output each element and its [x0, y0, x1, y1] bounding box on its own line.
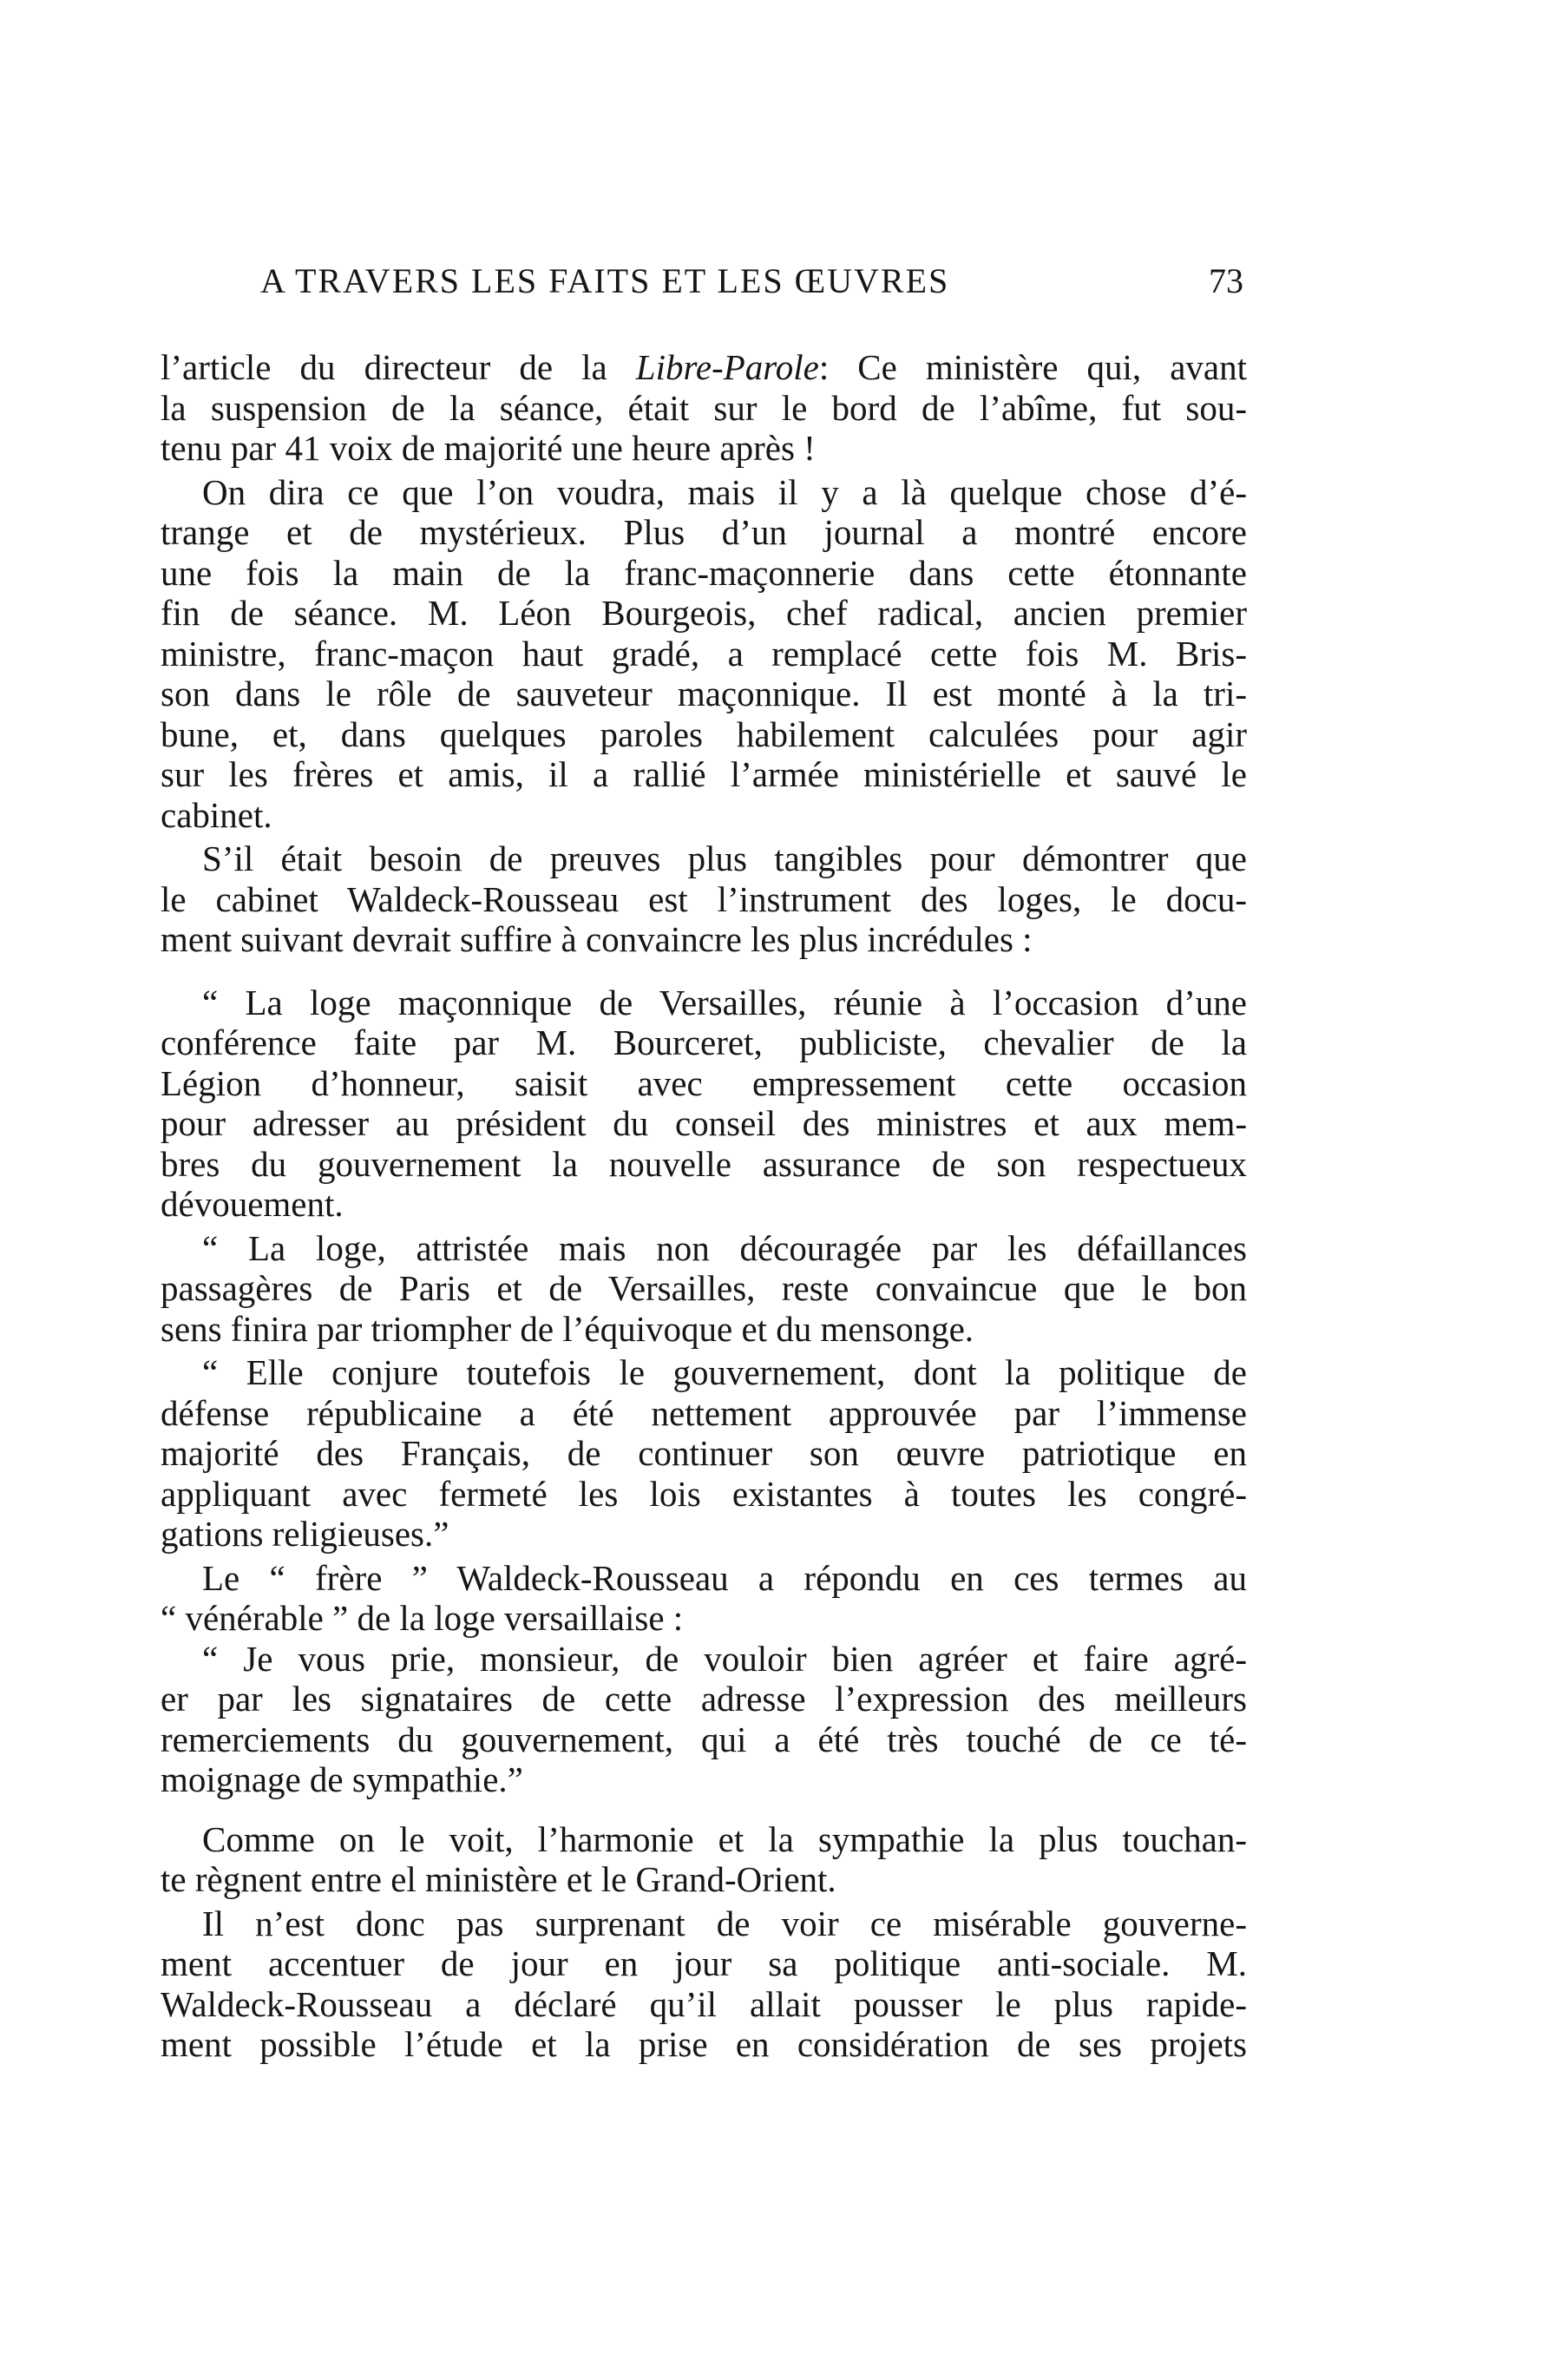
text-line: bres du gouvernement la nouvelle assurance de son respectueux — [161, 1143, 1247, 1184]
paragraph — [161, 472, 1247, 836]
text-line: son dans le rôle de sauveteur maçonnique. Il est monté à la tri- — [161, 674, 1247, 713]
text-line: sur les frères et amis, il a rallié l’armée ministérielle et sauvé le — [161, 754, 1247, 794]
text-line: ministre, franc-maçon haut gradé, a remplacé cette fois M. Bris- — [161, 633, 1247, 674]
text-line: “ La loge, attristée mais non découragée par les défaillances — [202, 1227, 1247, 1268]
text-line: passagères de Paris et de Versailles, reste convaincue que le bon — [161, 1268, 1247, 1308]
text-line: ment suivant devrait suffire à convaincre les plus incrédules : — [161, 919, 1033, 959]
text-line: S’il était besoin de preuves plus tangibles pour démontrer que — [202, 838, 1247, 878]
text-line: remerciements du gouvernement, qui a été très touché de ce té- — [161, 1719, 1247, 1759]
text-line: défense républicaine a été nettement approuvée par l’immense — [161, 1392, 1247, 1433]
paragraph — [161, 838, 1247, 960]
text-line: On dira ce que l’on voudra, mais il y a là quelque chose d’é- — [202, 471, 1247, 512]
text-line: er par les signataires de cette adresse l’expression des meilleurs — [161, 1679, 1247, 1719]
running-head — [260, 260, 1243, 312]
newspaper-title: Libre-Parole — [635, 347, 819, 387]
quoted-paragraph — [161, 1639, 1247, 1800]
text-line: te règnent entre el ministère et le Grand-Orient. — [161, 1859, 836, 1899]
text-line — [161, 347, 1247, 388]
text-line: ment accentuer de jour en jour sa politique anti-sociale. M. — [161, 1943, 1247, 1983]
text-line: “ La loge maçonnique de Versailles, réunie à l’occasion d’une — [202, 982, 1247, 1022]
paragraph — [161, 1819, 1247, 1900]
text-line: Le “ frère ” Waldeck-Rousseau a répondu en ces termes au — [202, 1557, 1247, 1598]
text-line: cabinet. — [161, 794, 272, 835]
text-line: majorité des Français, de continuer son œuvre patriotique en — [161, 1433, 1247, 1473]
text-line: bune, et, dans quelques paroles habilement calculées pour agir — [161, 713, 1247, 754]
running-title: A TRAVERS LES FAITS ET LES ŒUVRES — [260, 261, 950, 300]
text-line: le cabinet Waldeck-Rousseau est l’instrument des loges, le docu- — [161, 878, 1247, 919]
text-line: “ Elle conjure toutefois le gouvernement, dont la politique de — [202, 1352, 1247, 1392]
quoted-paragraph — [161, 1352, 1247, 1555]
quoted-paragraph — [161, 983, 1247, 1225]
paragraph — [161, 1903, 1247, 2065]
text-line: sens finira par triompher de l’équivoque et du mensonge. — [161, 1308, 974, 1349]
text-line: ment possible l’étude et la prise en considération de ses projets — [161, 2024, 1247, 2064]
text-line: dévouement. — [161, 1184, 344, 1224]
text-line: “ vénérable ” de la loge versaillaise : — [161, 1598, 684, 1638]
text-line: moignage de sympathie.” — [161, 1759, 523, 1799]
text-line: “ Je vous prie, monsieur, de vouloir bien agréer et faire agré- — [202, 1638, 1247, 1679]
text-span: : Ce ministère qui, avant — [818, 347, 1248, 387]
text-span: l’article du directeur de la — [161, 347, 636, 387]
text-line: Légion d’honneur, saisit avec empressement cette occasion — [161, 1062, 1247, 1103]
text-line: fin de séance. M. Léon Bourgeois, chef radical, ancien premier — [161, 593, 1247, 633]
text-line: conférence faite par M. Bourceret, publiciste, chevalier de la — [161, 1022, 1247, 1062]
text-line: trange et de mystérieux. Plus d’un journal a montré encore — [161, 512, 1247, 552]
text-line: Comme on le voit, l’harmonie et la sympathie la plus touchan- — [202, 1818, 1247, 1859]
text-line: Waldeck-Rousseau a déclaré qu’il allait pousser le plus rapide- — [161, 1983, 1247, 2024]
text-line: Il n’est donc pas surprenant de voir ce misérable gouverne- — [202, 1903, 1247, 1943]
text-line: appliquant avec fermeté les lois existantes à toutes les congré- — [161, 1473, 1247, 1514]
paragraph — [161, 1558, 1247, 1639]
quoted-paragraph — [161, 1228, 1247, 1350]
paragraph — [161, 347, 1247, 469]
text-line: tenu par 41 voix de majorité une heure après ! — [161, 428, 816, 468]
text-line: la suspension de la séance, était sur le bord de l’abîme, fut sou- — [161, 387, 1247, 428]
text-line: pour adresser au président du conseil des ministres et aux mem- — [161, 1103, 1247, 1143]
text-line: une fois la main de la franc-maçonnerie dans cette étonnante — [161, 552, 1247, 593]
text-line: gations religieuses.” — [161, 1514, 449, 1554]
body-text — [161, 347, 1247, 2065]
page-number: 73 — [1209, 261, 1243, 300]
